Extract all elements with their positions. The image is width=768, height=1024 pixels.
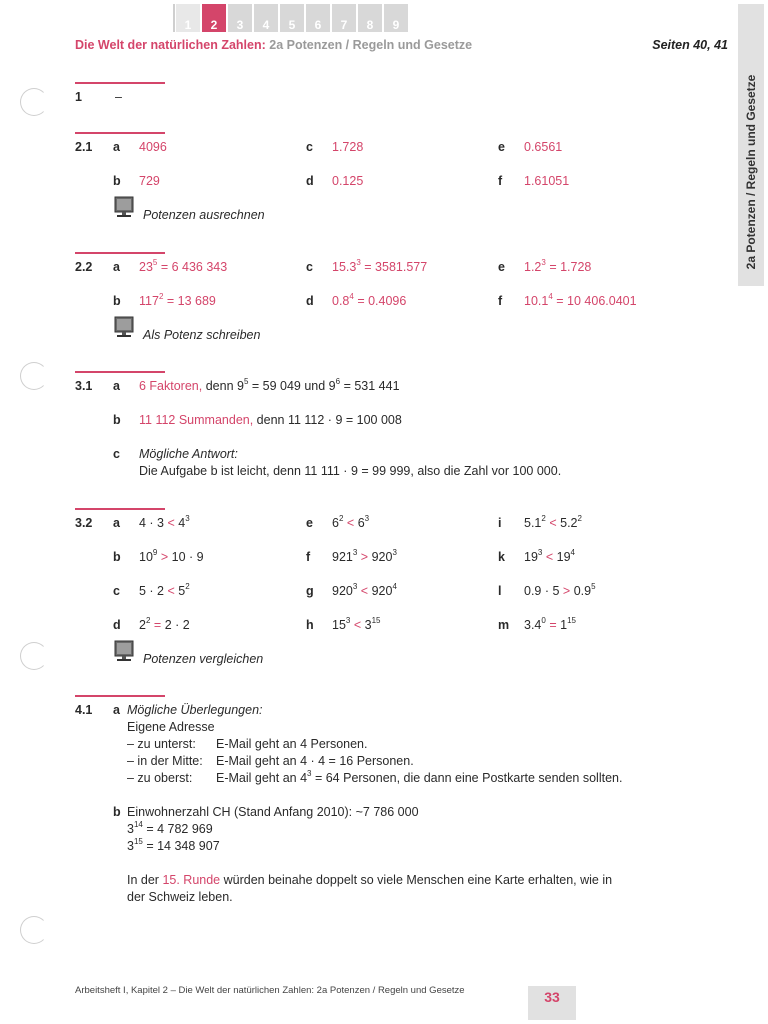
item-letter: a	[113, 140, 120, 154]
item-letter: e	[498, 260, 505, 274]
item-answer: $23^5 = 6$ 436 343	[139, 257, 228, 274]
text-line-label: – zu oberst:	[127, 771, 193, 785]
section-rule	[75, 132, 165, 134]
comparison: $6^2 < 6^3$	[332, 513, 370, 530]
footer-text: Arbeitsheft I, Kapitel 2 – Die Welt der natürlichen Zahlen: 2a Potenzen / Regeln und Gesetze	[75, 985, 465, 996]
item-letter: c	[306, 260, 313, 274]
answer-hint: Mögliche Antwort:	[139, 447, 238, 461]
section-rule	[75, 82, 165, 84]
text-line: Eigene Adresse	[127, 720, 215, 734]
chapter-title: Die Welt der natürlichen Zahlen:	[75, 38, 266, 52]
text-line: E-Mail geht an $4^3 = 64$ Personen, die dann eine Postkarte senden sollten.	[216, 768, 623, 785]
item-letter: d	[306, 174, 314, 188]
chapter-tab-5[interactable]: 5	[280, 4, 304, 32]
text-line: E-Mail geht an 4 Personen.	[216, 737, 368, 751]
software-note: Potenzen vergleichen	[143, 652, 264, 666]
comparison: $0.9 \cdot 5 > 0.9^5$	[524, 581, 596, 598]
text-line-label: – in der Mitte:	[127, 754, 203, 768]
chapter-tab-6[interactable]: 6	[306, 4, 330, 32]
chapter-tab-2[interactable]: 2	[202, 4, 226, 32]
page-header	[75, 38, 472, 52]
item-letter: e	[306, 516, 313, 530]
chapter-tab-3[interactable]: 3	[228, 4, 252, 32]
exercise-number: 3.2	[75, 516, 93, 530]
section-rule	[75, 252, 165, 254]
exercise-number: 4.1	[75, 703, 93, 717]
comparison: $19^3 < 19^4$	[524, 547, 575, 564]
section-rule	[75, 371, 165, 373]
item-letter: b	[113, 294, 121, 308]
text-line: Einwohnerzahl CH (Stand Anfang 2010): ~7 786 000	[127, 805, 419, 819]
item-letter: b	[113, 174, 121, 188]
item-letter: c	[306, 140, 313, 154]
item-letter: b	[113, 805, 121, 819]
item-answer: 729	[139, 174, 160, 188]
item-answer: $1.2^3 = 1.728$	[524, 257, 592, 274]
exercise-answer: –	[115, 90, 122, 104]
comparison: $4 \cdot 3 < 4^3$	[139, 513, 190, 530]
item-letter: b	[113, 413, 121, 427]
chapter-tab-8[interactable]: 8	[358, 4, 382, 32]
item-letter: a	[113, 516, 120, 530]
answer-hint: Mögliche Überlegungen:	[127, 703, 263, 717]
item-letter: c	[113, 447, 120, 461]
item-letter: m	[498, 618, 510, 632]
software-note: Potenzen ausrechnen	[143, 208, 265, 222]
item-answer: Die Aufgabe b ist leicht, denn 11 111 · 9 = 99 999, also die Zahl vor 100 000.	[139, 464, 562, 478]
computer-icon	[114, 196, 134, 218]
comparison: $2^2 = 2 \cdot 2$	[139, 615, 190, 632]
side-label: 2a Potenzen / Regeln und Gesetze	[744, 74, 758, 270]
section-rule	[75, 508, 165, 510]
item-answer: 6 Faktoren, denn $9^5 = 59$ 049 und $9^6 = 531$ 441	[139, 376, 400, 393]
item-letter: h	[306, 618, 314, 632]
binder-hole	[20, 88, 48, 116]
text-line: der Schweiz leben.	[127, 890, 233, 904]
item-answer: 1.728	[332, 140, 364, 154]
item-letter: a	[113, 703, 120, 717]
exercise-number: 2.1	[75, 140, 93, 154]
item-letter: a	[113, 260, 120, 274]
tab-strip-divider	[173, 4, 175, 32]
text-line-label: – zu unterst:	[127, 737, 196, 751]
chapter-tab-9[interactable]: 9	[384, 4, 408, 32]
comparison: $5 \cdot 2 < 5^2$	[139, 581, 190, 598]
comparison: $3.4^0 = 1^{15}$	[524, 615, 576, 632]
item-answer: $15.3^3 = 3581.577$	[332, 257, 428, 274]
item-letter: l	[498, 584, 502, 598]
item-letter: e	[498, 140, 505, 154]
item-letter: f	[498, 174, 503, 188]
item-letter: f	[306, 550, 311, 564]
item-letter: g	[306, 584, 314, 598]
item-letter: d	[113, 618, 121, 632]
item-answer: 4096	[139, 140, 167, 154]
computer-icon	[114, 316, 134, 338]
item-answer: $117^2 = 13$ 689	[139, 291, 216, 308]
item-letter: k	[498, 550, 505, 564]
item-answer: 0.6561	[524, 140, 563, 154]
chapter-tab-7[interactable]: 7	[332, 4, 356, 32]
item-letter: a	[113, 379, 120, 393]
binder-hole	[20, 362, 48, 390]
topic-title: 2a Potenzen / Regeln und Gesetze	[269, 38, 473, 52]
item-answer: 11 112 Summanden, denn 11 112 · 9 = 100 008	[139, 413, 402, 427]
text-line: In der 15. Runde würden beinahe doppelt so viele Menschen eine Karte erhalten, wie in	[127, 873, 613, 887]
chapter-tab-strip	[176, 4, 418, 32]
comparison: $921^3 > 920^3$	[332, 547, 397, 564]
binder-hole	[20, 642, 48, 670]
item-answer: 0.125	[332, 174, 364, 188]
comparison: $15^3 < 3^{15}$	[332, 615, 381, 632]
item-letter: f	[498, 294, 503, 308]
item-answer: 1.61051	[524, 174, 570, 188]
page-reference: Seiten 40, 41	[652, 38, 728, 52]
text-line: E-Mail geht an 4 · 4 = 16 Personen.	[216, 754, 414, 768]
item-letter: b	[113, 550, 121, 564]
item-answer: $0.8^4 = 0.4096$	[332, 291, 407, 308]
comparison: $920^3 < 920^4$	[332, 581, 397, 598]
item-letter: i	[498, 516, 502, 530]
text-line: $3^{14} = 4$ 782 969	[127, 819, 213, 836]
chapter-tab-4[interactable]: 4	[254, 4, 278, 32]
item-letter: d	[306, 294, 314, 308]
item-answer: $10.1^4 = 10$ 406.0401	[524, 291, 637, 308]
item-letter: c	[113, 584, 120, 598]
exercise-number: 1	[75, 90, 82, 104]
chapter-tab-1[interactable]: 1	[176, 4, 200, 32]
page-number: 33	[544, 989, 560, 1005]
binder-hole	[20, 916, 48, 944]
comparison: $10^9 > 10 \cdot 9$	[139, 547, 204, 564]
exercise-number: 2.2	[75, 260, 93, 274]
exercise-number: 3.1	[75, 379, 93, 393]
computer-icon	[114, 640, 134, 662]
software-note: Als Potenz schreiben	[143, 328, 261, 342]
comparison: $5.1^2 < 5.2^2$	[524, 513, 582, 530]
section-rule	[75, 695, 165, 697]
text-line: $3^{15} = 14$ 348 907	[127, 836, 220, 853]
